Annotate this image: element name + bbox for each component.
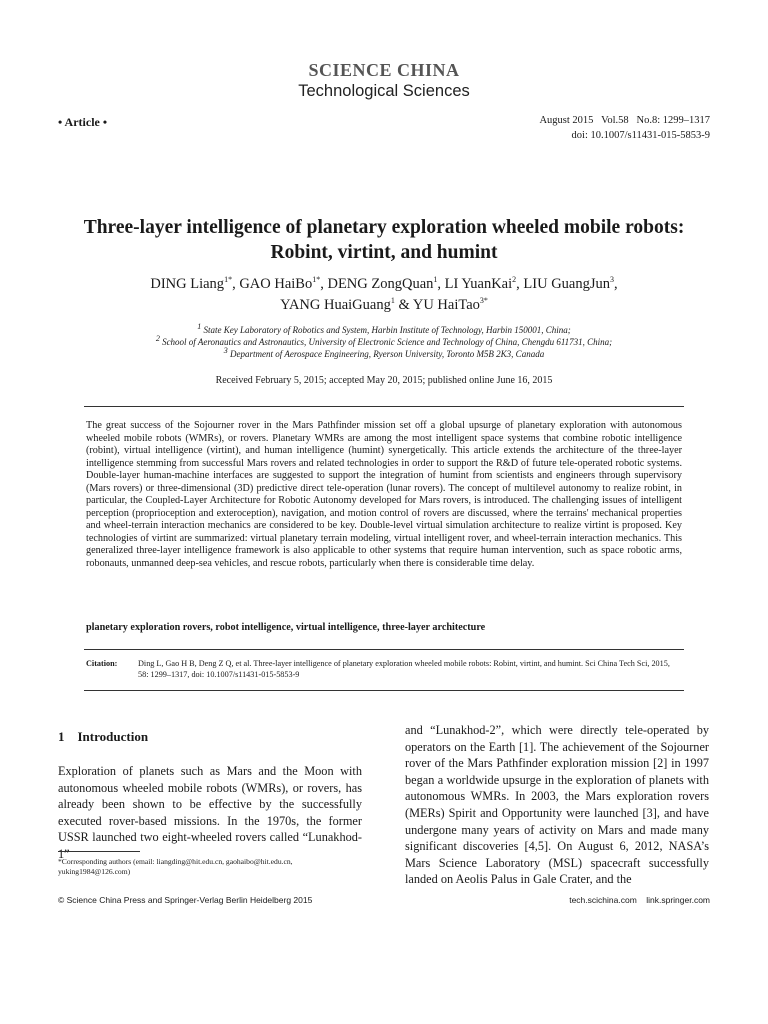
footnote: *Corresponding authors (email: liangding@hit.edu.cn, gaohaibo@hit.edu.cn, yuking1984@126.com) [58,857,293,876]
citation-bottom-rule [84,690,684,691]
journal-section: Technological Sciences [298,82,470,100]
body-text-right: and “Lunakhod-2”, which were directly tele-operated by operators on the Earth [1]. The achievement of the Sojourner rover of the Mars Pathfinder exploration mission [2] in 1997 began a worldwide upsurge in the exploration of planets with autonomous WMRs. In 2003, the Mars exploration rovers (MERs) Spirit and Opportunity were launched [3], and have undergone many years of activity on Mars and made many significant discoveries [4,5]. On August 6, 2012, NASA’s Mars Science Laboratory (MSL) spacecraft successfully landed on Aeolis Palus in Gale Crater, and the [405,723,709,887]
abstract: The great success of the Sojourner rover in the Mars Pathfinder mission set off a global upsurge of planetary exploration with autonomous wheeled mobile robots (WMRs), or rovers. Planetary WMRs are among the most intelligent space systems that combine robotic intelligence (robint), virtual intelligence (virtint), and human intelligence (humint) synergetically. This article extends the architecture of the three-layer intelligence stemming from successful Mars rovers and related technologies in order to support the R&D of future tele-operated robotic systems. Double-layer human-machine interfaces are suggested to support the integration of humint from scientists and engineers through supervisory (Mars rovers) or three-dimensional (3D) predictive direct tele-operation (lunar rovers). The concept of multilevel autonomy to realize robint, in particular, the Coupled-Layer Architecture for Robotic Autonomy developed for Mars rovers, is introduced. The challenging issues of intelligent perception (proprioception and exteroception), navigation, and motion control of rovers are discussed, where the terrains' mechanical properties and wheel-terrain interaction mechanics are considered to be key. Double-level virtual simulation architecture to realize virtint is proposed. Key technologies of virtint are summarized: virtual planetary terrain modeling, virtual intelligent rover, and wheel-terrain interaction mechanics. This generalized three-layer intelligence framework is also applicable to other systems that require human intervention, such as space robotic arms, robonauts, unmanned deep-sea vehicles, and rescue robots, particularly when there is considerable time delay. [86,420,682,570]
paper-title: Three-layer intelligence of planetary exploration wheeled mobile robots: Robint, virtint, and humint [83,217,685,263]
section-heading: 1 Introduction [58,729,149,744]
citation-top-rule [84,649,684,650]
received-dates: Received February 5, 2015; accepted May 20, 2015; published online June 16, 2015 [215,375,553,386]
author: LIU GuangJun$^3$, [523,275,618,292]
issue-info: August 2015 Vol.58 No.8: 1299–1317 [539,115,710,126]
body-text-left: Exploration of planets such as Mars and the Moon with autonomous wheeled mobile robots (WMRs), or rovers, has already been shown to be effective by the successfully executed rover-based missions. In the 1970s, the former USSR launched two eight-wheeled rovers called “Lunakhod-1” [58,764,362,861]
journal-name: SCIENCE CHINA [308,60,460,80]
footer-links: tech.scichina.com link.springer.com [569,895,710,905]
publication-info [539,113,710,143]
author: GAO HaiBo$^{1*}$, [239,275,328,292]
keywords: planetary exploration rovers, robot intelligence, virtual intelligence, three-layer architecture [86,622,486,633]
abstract-top-rule [84,406,684,407]
citation-text: Ding L, Gao H B, Deng Z Q, et al. Three-layer intelligence of planetary exploration wheeled mobile robots: Robint, virtint, and humint. Sci China Tech Sci, 2015, 58: 1299–1317, doi: 10.1007/s11431-015-5853-9 [138,659,670,679]
footnote-rule [58,851,140,852]
affiliation: $^1$ State Key Laboratory of Robotics and System, Harbin Institute of Technology, Harbin 150001, China; [197,322,571,335]
author: LI YuanKai$^2$, [444,275,524,292]
author: YU HaiTao$^{3*}$ [412,296,488,313]
citation-label: Citation: [86,659,118,668]
affiliation: $^2$ School of Aeronautics and Astronautics, University of Electronic Science and Technology of China, Chengdu 611731, China; [155,334,613,347]
copyright: © Science China Press and Springer-Verlag Berlin Heidelberg 2015 [58,895,313,905]
article-type: • Article • [58,115,108,129]
author: YANG HuaiGuang$^1$ & [280,296,413,313]
affiliations [80,324,688,360]
author: DING Liang$^{1*}$, [150,275,240,292]
affiliation: $^3$ Department of Aerospace Engineering, Ryerson University, Toronto M5B 2K3, Canada [223,346,545,359]
author-list [80,274,688,316]
citation [86,658,682,680]
doi: doi: 10.1007/s11431-015-5853-9 [571,130,710,141]
author: DENG ZongQuan$^1$, [327,275,445,292]
